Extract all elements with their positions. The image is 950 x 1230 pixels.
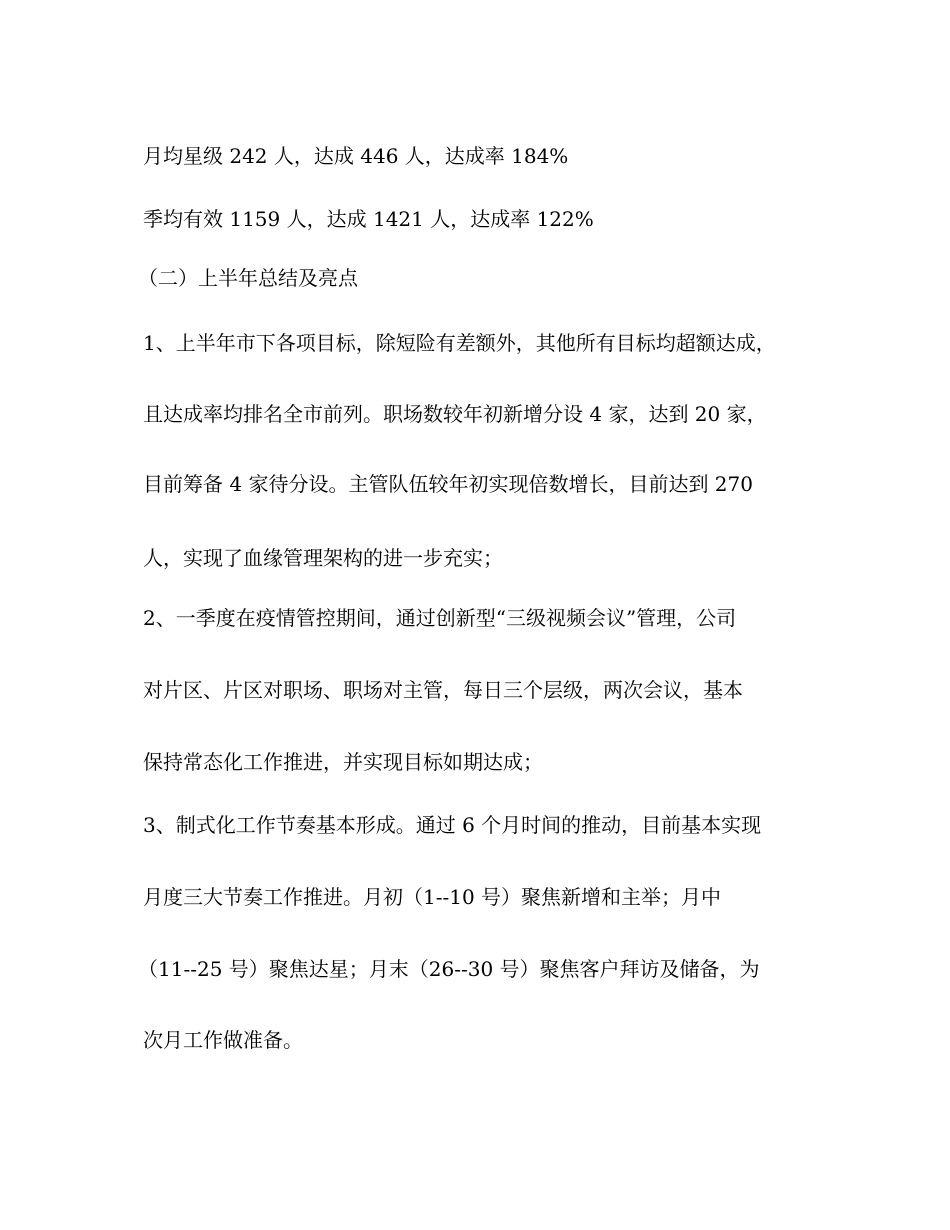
paragraph-1-line-4: 人，实现了血缘管理架构的进一步充实； [143,546,503,570]
paragraph-1-line-2: 且达成率均排名全市前列。职场数较年初新增分设 4 家，达到 20 家， [143,402,767,426]
paragraph-3-line-3: （11--25 号）聚焦达星；月末（26--30 号）聚焦客户拜访及储备，为 [138,957,760,981]
text-line-quarterly-effective: 季均有效 1159 人，达成 1421 人，达成率 122% [143,207,594,231]
paragraph-1-line-3: 目前筹备 4 家待分设。主管队伍较年初实现倍数增长，目前达到 270 [143,472,753,496]
paragraph-3-line-2: 月度三大节奏工作推进。月初（1--10 号）聚焦新增和主举；月中 [143,885,722,909]
paragraph-2-line-2: 对片区、片区对职场、职场对主管，每日三个层级，两次会议，基本 [143,678,743,702]
paragraph-1-line-1: 1、上半年市下各项目标，除短险有差额外，其他所有目标均超额达成， [143,331,776,355]
paragraph-3-line-4: 次月工作做准备。 [143,1028,303,1052]
paragraph-2-line-3: 保持常态化工作推进，并实现目标如期达成； [143,750,543,774]
section-heading: （二）上半年总结及亮点 [138,266,358,290]
paragraph-3-line-1: 3、制式化工作节奏基本形成。通过 6 个月时间的推动，目前基本实现 [143,813,762,837]
text-line-monthly-star: 月均星级 242 人，达成 446 人，达成率 184% [143,144,569,168]
paragraph-2-line-1: 2、一季度在疫情管控期间，通过创新型“三级视频会议”管理，公司 [143,606,737,630]
